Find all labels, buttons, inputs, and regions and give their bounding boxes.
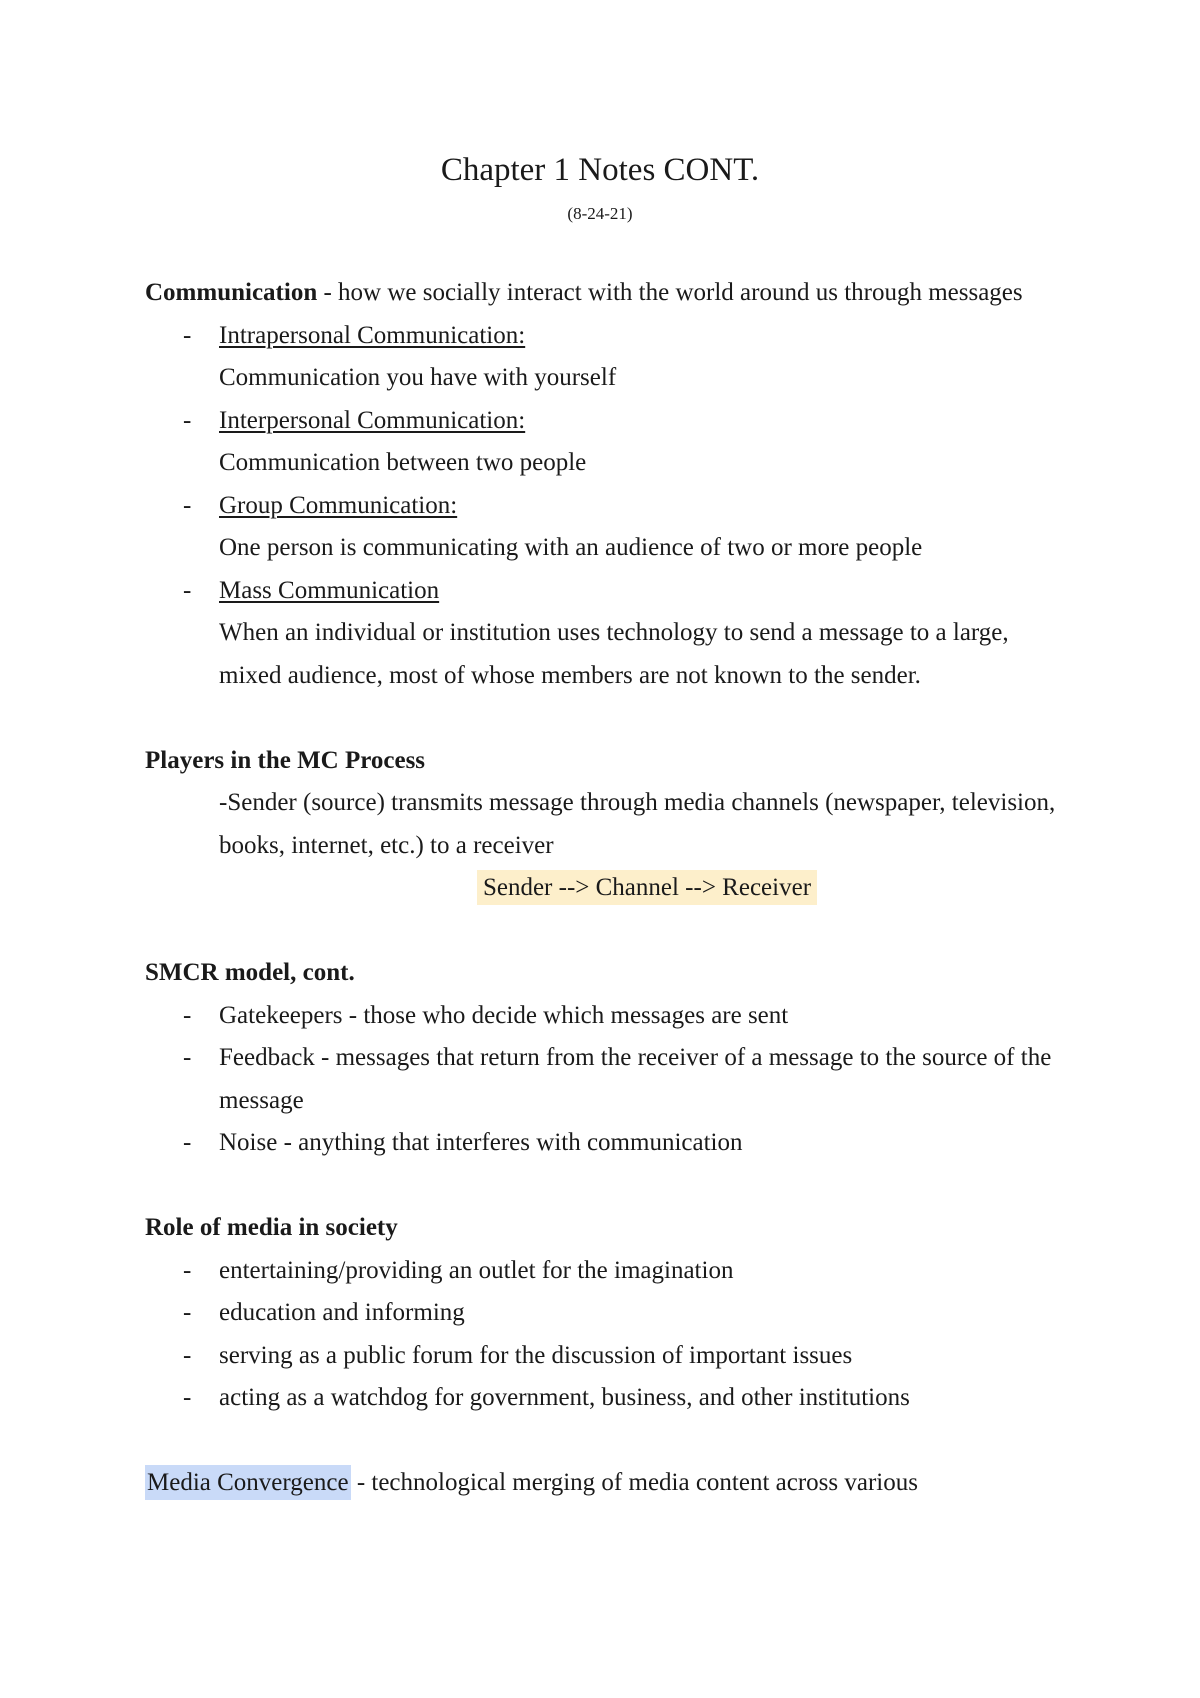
role-heading: Role of media in society [145, 1214, 398, 1241]
list-item: - acting as a watchdog for government, business, and other institutions [145, 1377, 1075, 1420]
type-heading: Mass Communication [219, 576, 440, 604]
type-description: Communication between two people [219, 449, 587, 476]
list-item: - Gatekeepers - those who decide which messages are sent [145, 995, 1075, 1038]
communication-definition-text: - how we socially interact with the world around us through messages [323, 279, 1023, 306]
smcr-heading: SMCR model, cont. [145, 959, 355, 986]
page-date: (8-24-21) [567, 204, 633, 223]
players-heading: Players in the MC Process [145, 746, 426, 774]
type-description: One person is communicating with an audience of two or more people [219, 534, 923, 561]
players-text: -Sender (source) transmits message through media channels (newspaper, television, books, internet, etc.) to a receiver [219, 789, 1056, 859]
role-list [145, 1250, 1075, 1420]
page-title: Chapter 1 Notes CONT. [440, 152, 760, 188]
convergence-term: Media Convergence [145, 1465, 351, 1500]
list-item [145, 485, 1075, 570]
players-flow: Sender --> Channel --> Receiver [477, 870, 817, 905]
type-heading: Group Communication: [219, 491, 458, 519]
list-item: - Noise - anything that interferes with communication [145, 1122, 1075, 1165]
communication-types-list [145, 315, 1075, 698]
convergence-definition-text: - technological merging of media content across various [350, 1469, 918, 1496]
list-item [145, 570, 1075, 698]
list-item [145, 400, 1075, 485]
list-item: - education and informing [145, 1292, 1075, 1335]
convergence-definition [145, 1462, 1075, 1505]
list-item: - serving as a public forum for the discussion of important issues [145, 1335, 1075, 1378]
notes-body [145, 272, 1075, 1505]
smcr-list [145, 995, 1075, 1165]
list-item: - Feedback - messages that return from the receiver of a message to the source of the message [145, 1037, 1075, 1122]
type-heading: Intrapersonal Communication: [219, 321, 526, 349]
communication-term: Communication [145, 279, 324, 306]
communication-definition [145, 272, 1075, 315]
type-heading: Interpersonal Communication: [219, 406, 526, 434]
type-description: When an individual or institution uses technology to send a message to a large, mixed audience, most of whose members are not known to the sender. [219, 619, 1009, 689]
list-item [145, 315, 1075, 400]
players-flow-line [145, 867, 1075, 910]
list-item: - entertaining/providing an outlet for the imagination [145, 1250, 1075, 1293]
type-description: Communication you have with yourself [219, 364, 617, 391]
